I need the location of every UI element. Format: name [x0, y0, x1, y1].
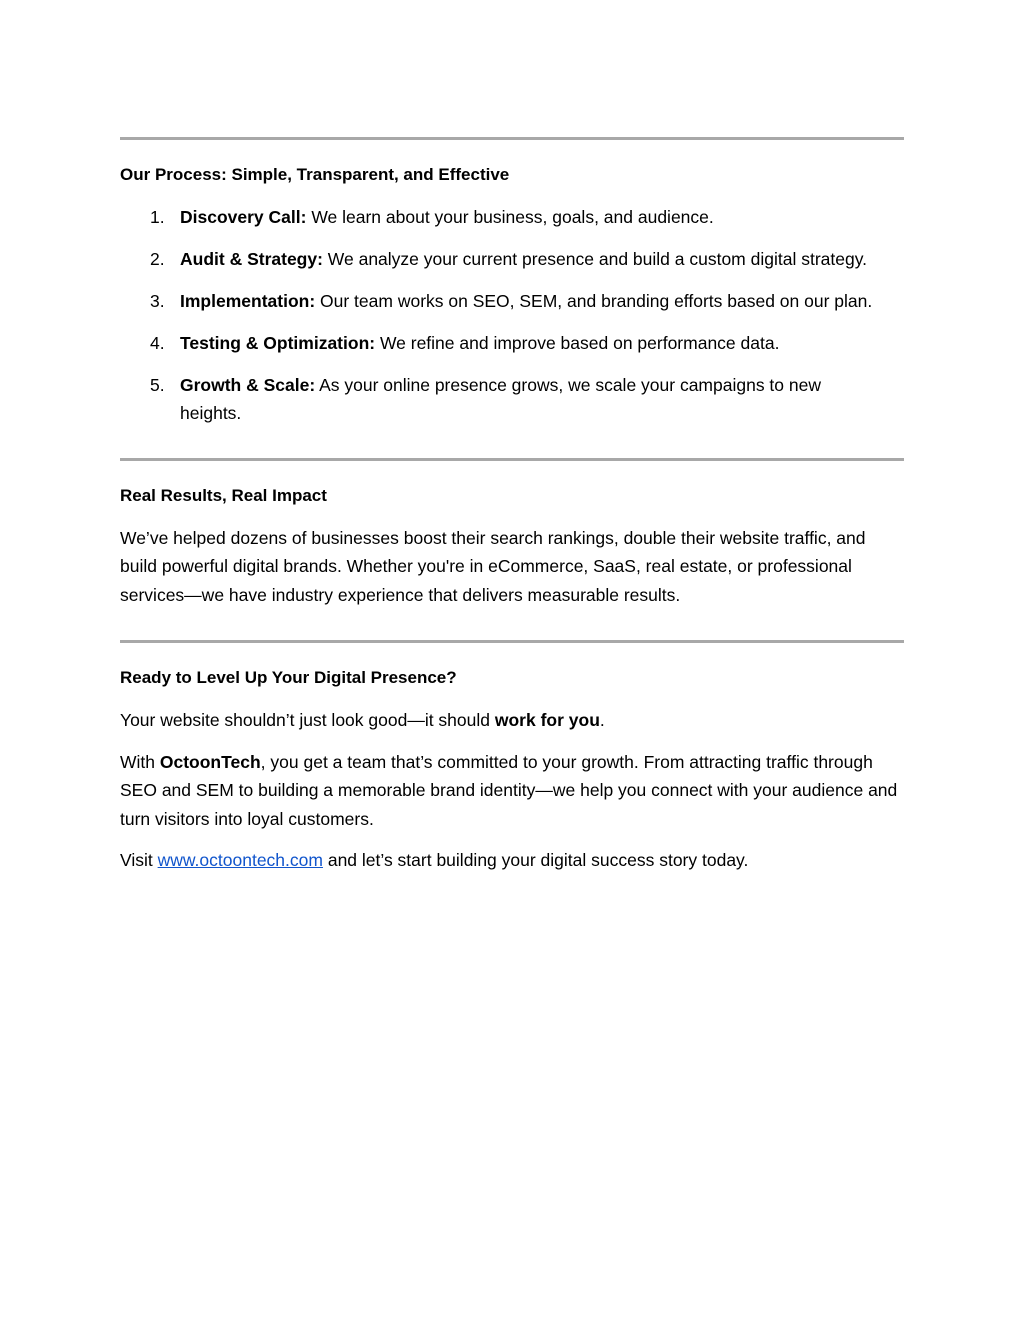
step-text: We analyze your current presence and build a custom digital strategy.	[322, 249, 868, 269]
step-number: 5.	[150, 375, 165, 395]
results-body: We’ve helped dozens of businesses boost their search rankings, double their website traffic, and build powerful digital brands. Whether you're in eCommerce, SaaS, real estate, or professional services—we have industry experience that delivers measurable results.	[120, 528, 866, 605]
step-title: Audit & Strategy:	[180, 249, 323, 269]
step-number: 1.	[150, 207, 165, 227]
step-number: 2.	[150, 249, 165, 269]
cta-line-end: .	[599, 710, 605, 730]
step-title: Growth & Scale:	[180, 375, 316, 395]
horizontal-rule	[120, 640, 904, 643]
brand-paragraph-text: , you get a team that’s committed to your growth. From attracting traffic through SEO and SEM to building a memorable brand identity—we help you connect with your audience and turn visitors into loyal customers.	[120, 752, 898, 829]
results-heading: Real Results, Real Impact	[120, 486, 327, 505]
cta-heading: Ready to Level Up Your Digital Presence?	[120, 668, 457, 687]
cta-line-bold: work for you	[494, 710, 600, 730]
brand-name: OctoonTech	[159, 752, 261, 772]
brand-paragraph	[120, 748, 904, 833]
website-link[interactable]: www.octoontech.com	[157, 850, 323, 870]
horizontal-rule	[120, 137, 904, 140]
step-text: As your online presence grows, we scale your campaigns to new heights.	[180, 375, 821, 424]
step-number: 4.	[150, 333, 165, 353]
step-text: We learn about your business, goals, and audience.	[306, 207, 714, 227]
visit-line	[120, 846, 904, 874]
step-number: 3.	[150, 291, 165, 311]
step-text: We refine and improve based on performance data.	[375, 333, 780, 353]
visit-lead: Visit	[120, 850, 158, 870]
step-text: Our team works on SEO, SEM, and branding efforts based on our plan.	[315, 291, 873, 311]
brand-paragraph-lead: With	[120, 752, 160, 772]
step-title: Testing & Optimization:	[180, 333, 376, 353]
cta-line-text: Your website shouldn’t just look good—it should	[120, 710, 495, 730]
process-heading: Our Process: Simple, Transparent, and Effective	[120, 165, 510, 184]
horizontal-rule	[120, 458, 904, 461]
step-title: Implementation:	[180, 291, 316, 311]
cta-line	[120, 706, 904, 734]
step-title: Discovery Call:	[180, 207, 307, 227]
visit-text: and let’s start building your digital success story today.	[322, 850, 749, 870]
